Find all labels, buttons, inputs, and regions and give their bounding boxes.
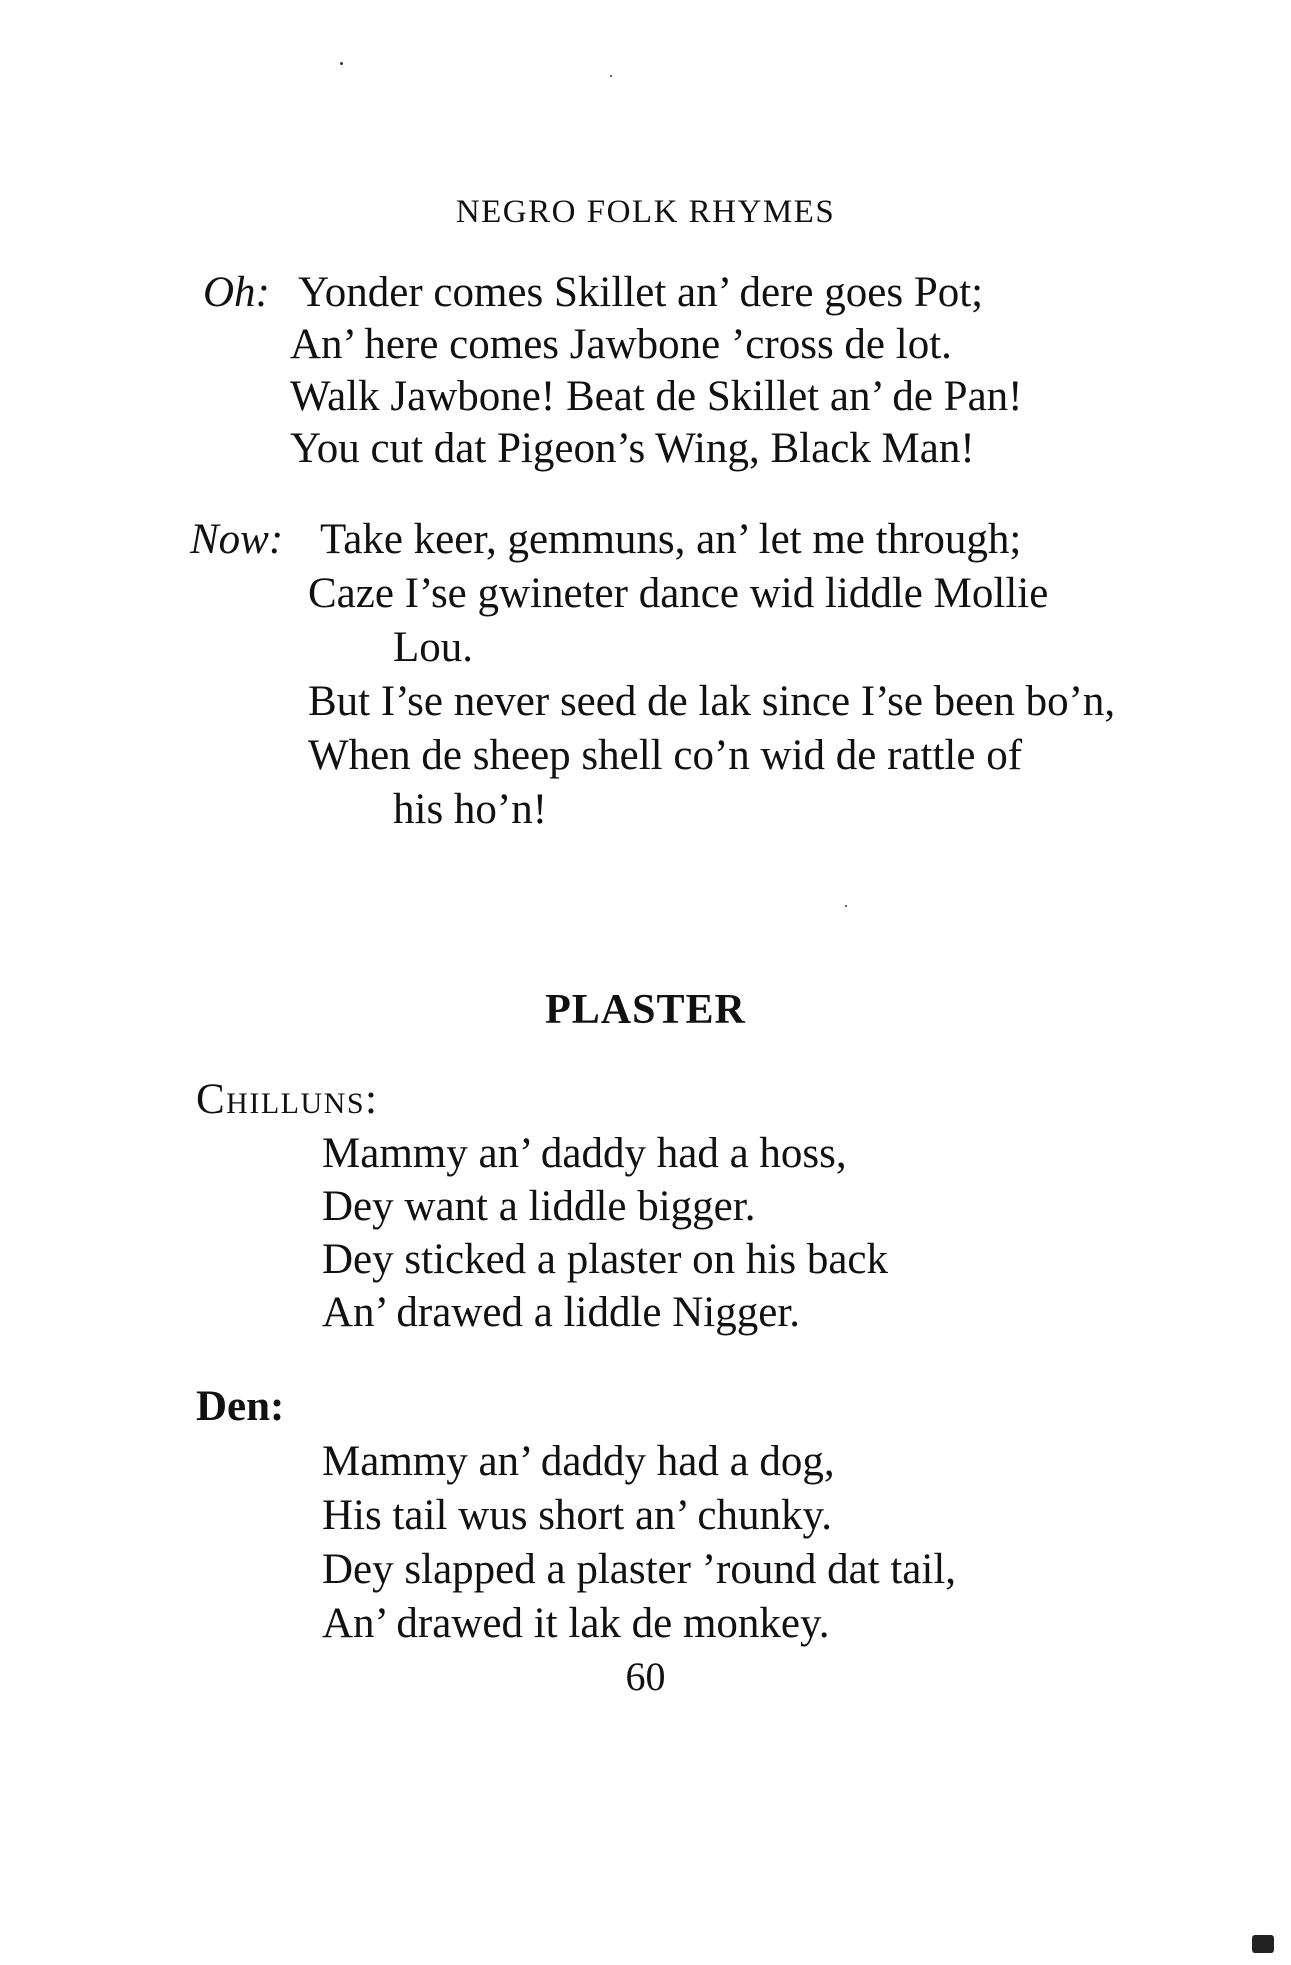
verse-line: Dey sticked a plaster on his back — [322, 1236, 888, 1283]
speaker-oh: Oh: — [203, 269, 270, 316]
page-number: 60 — [625, 1654, 666, 1699]
scan-speck — [610, 75, 612, 77]
verse-line: You cut dat Pigeon’s Wing, Black Man! — [290, 425, 975, 472]
verse-line: Take keer, gemmuns, an’ let me through; — [320, 516, 1022, 563]
running-head: NEGRO FOLK RHYMES — [455, 194, 836, 230]
scan-speck — [340, 62, 343, 65]
verse-line: An’ here comes Jawbone ’cross de lot. — [290, 321, 952, 368]
scan-speck — [845, 905, 847, 907]
speaker-now: Now: — [190, 516, 284, 563]
speaker-chilluns: Chilluns: — [196, 1076, 379, 1123]
verse-line: Walk Jawbone! Beat de Skillet an’ de Pan! — [290, 373, 1023, 420]
scan-blot — [1252, 1935, 1274, 1953]
verse-line: Mammy an’ daddy had a hoss, — [322, 1130, 847, 1177]
verse-line: An’ drawed a liddle Nigger. — [322, 1289, 801, 1336]
verse-line-continuation: his ho’n! — [393, 786, 548, 833]
verse-line: When de sheep shell co’n wid de rattle of — [308, 732, 1023, 779]
verse-line: Dey slapped a plaster ’round dat tail, — [322, 1546, 957, 1593]
verse-line: Dey want a liddle bigger. — [322, 1183, 756, 1230]
verse-line: But I’se never seed de lak since I’se been bo’n, — [308, 678, 1116, 725]
verse-line-continuation: Lou. — [393, 624, 474, 671]
verse-line: An’ drawed it lak de monkey. — [322, 1600, 830, 1647]
section-title: PLASTER — [545, 987, 746, 1033]
verse-line: His tail wus short an’ chunky. — [322, 1492, 832, 1539]
verse-line: Mammy an’ daddy had a dog, — [322, 1438, 835, 1485]
verse-line: Yonder comes Skillet an’ dere goes Pot; — [298, 269, 984, 316]
verse-line: Caze I’se gwineter dance wid liddle Mollie — [308, 570, 1049, 617]
speaker-den: Den: — [196, 1383, 285, 1430]
